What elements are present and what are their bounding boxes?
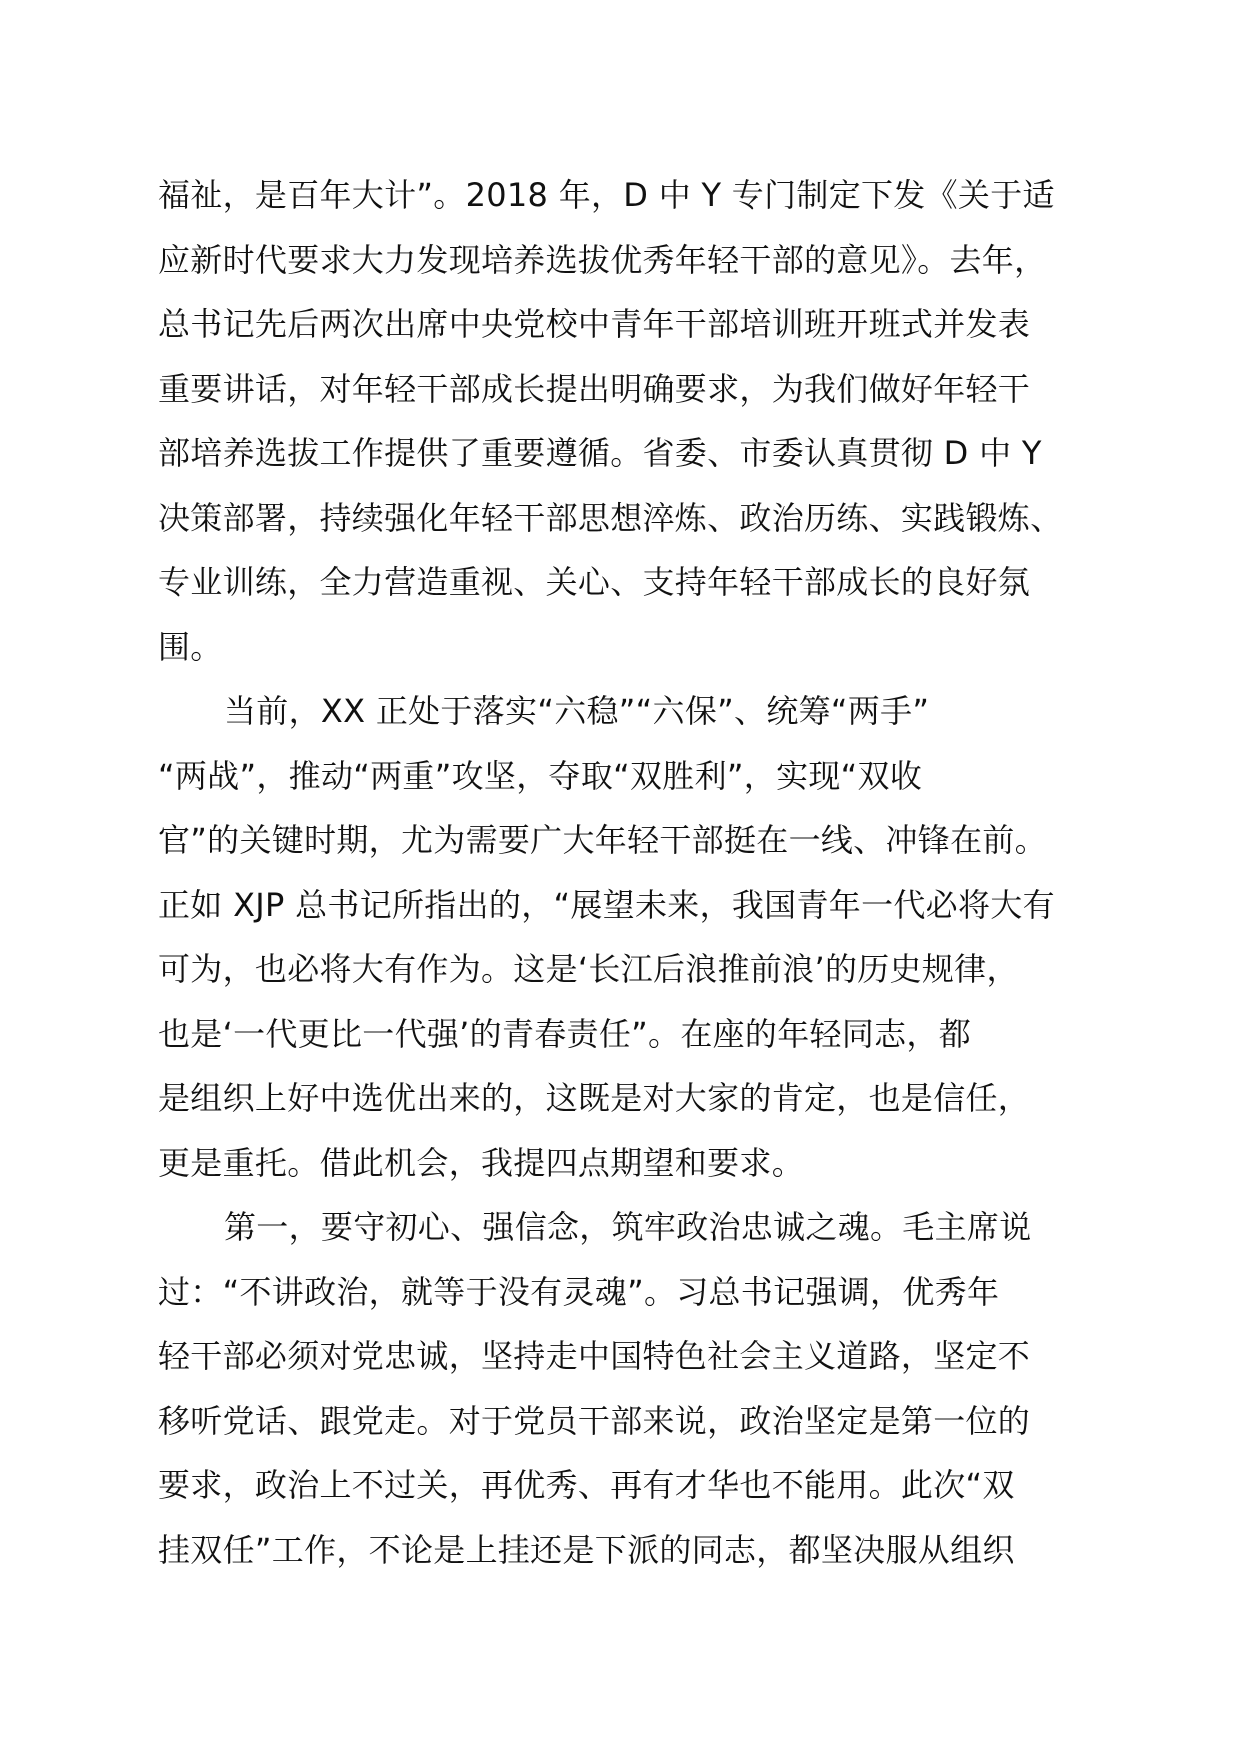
text-line: 部培养选拔工作提供了重要遵循。省委、市委认真贯彻 D 中 Y bbox=[158, 434, 1042, 472]
text-line: “两战”，推动“两重”攻坚，夺取“双胜利”，实现“双收 bbox=[158, 756, 923, 795]
text-line: 挂双任”工作，不论是上挂还是下派的同志，都坚决服从组织 bbox=[158, 1530, 1015, 1569]
text-line: 要求，政治上不过关，再优秀、再有才华也不能用。此次“双 bbox=[158, 1466, 1015, 1504]
text-line: 过：“不讲政治，就等于没有灵魂”。习总书记强调，优秀年 bbox=[158, 1272, 1000, 1311]
text-line: 决策部署，持续强化年轻干部思想淬炼、政治历练、实践锻炼、 bbox=[158, 498, 1063, 537]
text-line: 也是‘一代更比一代强’的青春责任”。在座的年轻同志，都 bbox=[158, 1014, 972, 1053]
text-line: 正如 XJP 总书记所指出的，“展望未来，我国青年一代必将大有 bbox=[158, 885, 1055, 924]
text-line: 福祉，是百年大计”。2018 年，D 中 Y 专门制定下发《关于适 bbox=[158, 176, 1055, 214]
text-line: 移听党话、跟党走。对于党员干部来说，政治坚定是第一位的 bbox=[158, 1401, 1031, 1440]
paragraph-start-line: 第一，要守初心、强信念，筑牢政治忠诚之魂。毛主席说 bbox=[224, 1208, 1032, 1246]
text-line: 重要讲话，对年轻干部成长提出明确要求，为我们做好年轻干 bbox=[158, 369, 1031, 408]
paragraph-start-line: 当前，XX 正处于落实“六稳”“六保”、统筹“两手” bbox=[224, 692, 930, 730]
text-line: 是组织上好中选优出来的，这既是对大家的肯定，也是信任， bbox=[158, 1079, 1031, 1117]
document-body bbox=[158, 163, 1118, 1582]
text-line: 更是重托。借此机会，我提四点期望和要求。 bbox=[158, 1143, 805, 1182]
text-line: 官”的关键时期，尤为需要广大年轻干部挺在一线、冲锋在前。 bbox=[158, 821, 1047, 859]
text-line: 应新时代要求大力发现培养选拔优秀年轻干部的意见》。去年， bbox=[158, 240, 1047, 279]
text-line: 可为，也必将大有作为。这是‘长江后浪推前浪’的历史规律， bbox=[158, 950, 1019, 988]
text-line: 轻干部必须对党忠诚，坚持走中国特色社会主义道路，坚定不 bbox=[158, 1337, 1031, 1375]
text-line: 专业训练，全力营造重视、关心、支持年轻干部成长的良好氛 bbox=[158, 563, 1031, 601]
text-line: 围。 bbox=[158, 627, 223, 666]
text-line: 总书记先后两次出席中央党校中青年干部培训班开班式并发表 bbox=[158, 305, 1031, 343]
